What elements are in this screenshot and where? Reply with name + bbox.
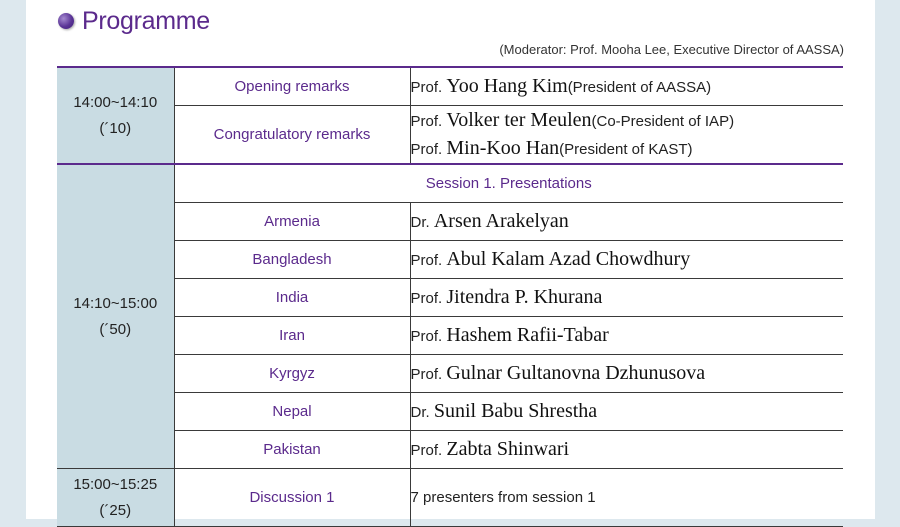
programme-table <box>57 66 843 527</box>
time-cell <box>57 67 174 164</box>
speaker-name: Yoo Hang Kim <box>446 75 568 97</box>
speaker-title: Dr. <box>410 214 430 231</box>
country-cell: Nepal <box>174 393 410 431</box>
speaker-title: Dr. <box>410 404 430 421</box>
table-row <box>57 431 843 469</box>
item-cell: Discussion 1 <box>174 469 410 527</box>
speaker-cell <box>410 67 843 106</box>
table-row <box>57 317 843 355</box>
time-duration: (´50) <box>99 320 132 338</box>
speaker-title: Prof. <box>410 112 443 130</box>
speaker-title: Prof. <box>410 366 443 383</box>
speaker-cell <box>410 203 843 241</box>
heading-title: Programme <box>82 6 210 35</box>
item-cell: Opening remarks <box>174 67 410 106</box>
table-row <box>57 393 843 431</box>
country-cell: Iran <box>174 317 410 355</box>
table-row <box>57 67 843 106</box>
time-duration: (´10) <box>99 119 132 137</box>
moderator-note: (Moderator: Prof. Mooha Lee, Executive Director of AASSA) <box>499 42 844 57</box>
speaker-cell: 7 presenters from session 1 <box>410 469 843 527</box>
speaker-name: Hashem Rafii-Tabar <box>446 324 609 346</box>
table-row <box>57 106 843 165</box>
section-heading <box>58 4 210 38</box>
time-range: 15:00~15:25 <box>73 475 158 493</box>
time-range: 14:00~14:10 <box>73 93 158 111</box>
speaker-cell <box>410 393 843 431</box>
table-row <box>57 241 843 279</box>
speaker-name: Gulnar Gultanovna Dzhunusova <box>446 362 706 384</box>
bullet-icon <box>58 13 74 29</box>
country-cell: Armenia <box>174 203 410 241</box>
speaker-affiliation: (Co-President of IAP) <box>591 112 735 130</box>
country-cell: Bangladesh <box>174 241 410 279</box>
session-header: Session 1. Presentations <box>174 164 843 203</box>
speaker-title: Prof. <box>410 328 443 345</box>
speaker-cell <box>410 355 843 393</box>
country-cell: Kyrgyz <box>174 355 410 393</box>
speaker-name: Sunil Babu Shrestha <box>433 400 598 422</box>
speaker-affiliation: (President of KAST) <box>559 140 693 158</box>
speaker-cell <box>410 431 843 469</box>
time-range: 14:10~15:00 <box>73 294 158 312</box>
speaker-title: Prof. <box>410 290 443 307</box>
speaker-affiliation: (President of AASSA) <box>567 79 712 96</box>
speaker-name: Volker ter Meulen <box>446 108 592 131</box>
time-duration: (´25) <box>99 501 132 519</box>
item-cell: Congratulatory remarks <box>174 106 410 165</box>
table-row <box>57 279 843 317</box>
speaker-cell <box>410 241 843 279</box>
country-cell: Pakistan <box>174 431 410 469</box>
table-row <box>57 164 843 203</box>
speaker-cell <box>410 279 843 317</box>
speaker-cell <box>410 317 843 355</box>
speaker-name: Abul Kalam Azad Chowdhury <box>446 248 691 270</box>
speaker-title: Prof. <box>410 79 443 96</box>
table-row <box>57 203 843 241</box>
table-row <box>57 355 843 393</box>
country-cell: India <box>174 279 410 317</box>
speaker-name: Zabta Shinwari <box>446 438 570 460</box>
speaker-name: Arsen Arakelyan <box>433 210 569 232</box>
speaker-title: Prof. <box>410 252 443 269</box>
time-cell <box>57 469 174 527</box>
speaker-name: Min-Koo Han <box>446 136 560 159</box>
speaker-title: Prof. <box>410 140 443 158</box>
speaker-title: Prof. <box>410 442 443 459</box>
table-row <box>57 469 843 527</box>
speaker-cell <box>410 106 843 165</box>
speaker-name: Jitendra P. Khurana <box>446 286 603 308</box>
time-cell <box>57 164 174 469</box>
